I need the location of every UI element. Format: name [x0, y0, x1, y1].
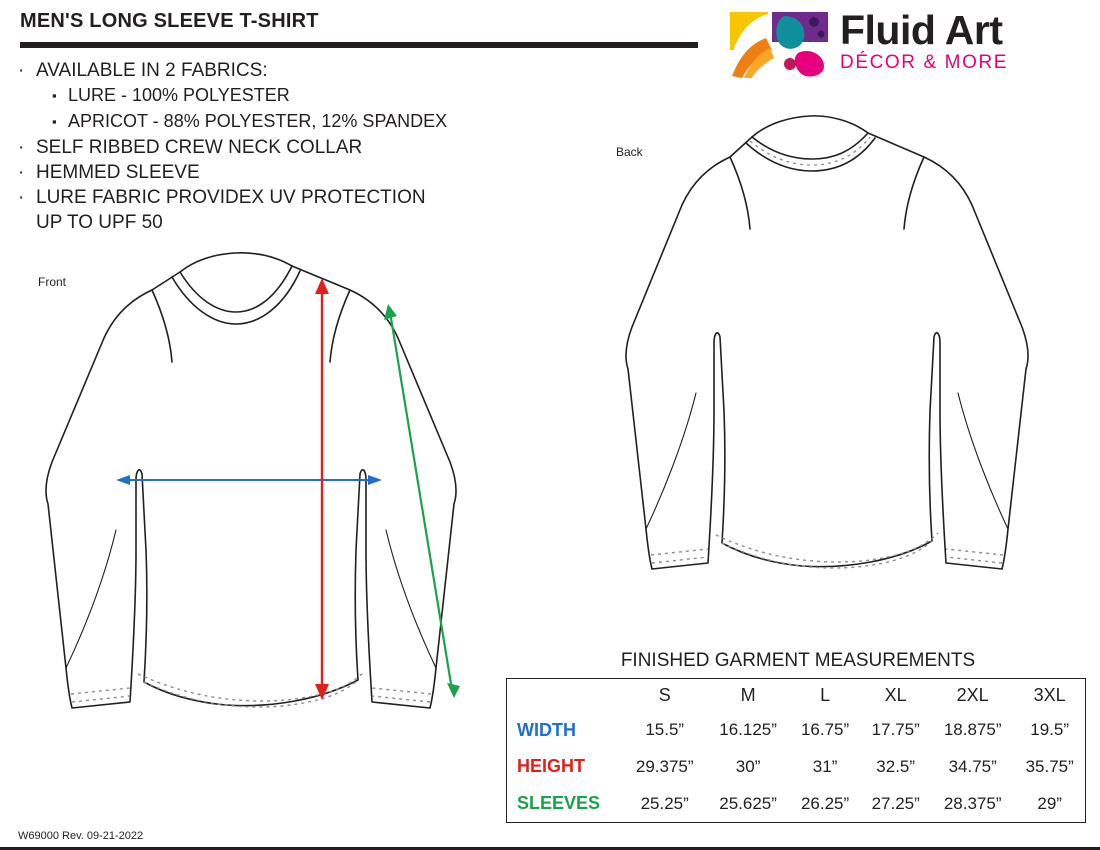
cell-width-l: 16.75”	[800, 720, 850, 740]
cell-sleeves-s: 25.25”	[640, 793, 689, 813]
list-item-label: LURE - 100% POLYESTER	[68, 85, 290, 105]
front-garment-illustration	[20, 250, 500, 750]
list-item-label: SELF RIBBED CREW NECK COLLAR	[36, 137, 363, 158]
list-item	[18, 83, 638, 109]
cell-width-m: 16.125”	[719, 720, 777, 740]
bullet-dot-icon: ·	[18, 60, 25, 81]
list-item	[18, 160, 638, 185]
logo-tagline: DÉCOR & MORE	[840, 52, 1009, 73]
logo-wordmark	[840, 8, 1068, 74]
row-header-sleeves: SLEEVES	[517, 793, 601, 814]
cell-height-3xl: 35.75”	[1025, 756, 1074, 776]
bullet-dot-icon: ·	[18, 137, 25, 158]
list-item-label: AVAILABLE IN 2 FABRICS:	[36, 60, 268, 81]
list-item-label: LURE FABRIC PROVIDEX UV PROTECTION	[36, 187, 426, 208]
list-item-label: HEMMED SLEEVE	[36, 162, 200, 183]
footer-revision: W69000 Rev. 09-21-2022	[18, 830, 144, 842]
table-row	[507, 749, 1085, 786]
column-header-l: L	[820, 685, 831, 705]
cell-height-2xl: 34.75”	[948, 756, 997, 776]
cell-width-2xl: 18.875”	[943, 720, 1002, 740]
measurements-table	[506, 678, 1086, 823]
cell-width-3xl: 19.5”	[1030, 720, 1070, 740]
cell-height-m: 30”	[735, 756, 761, 776]
cell-sleeves-2xl: 28.375”	[943, 793, 1002, 813]
row-header-height: HEIGHT	[517, 756, 586, 777]
list-item-label: APRICOT - 88% POLYESTER, 12% SPANDEX	[68, 111, 448, 131]
page-title: MEN'S LONG SLEEVE T-SHIRT	[20, 10, 319, 32]
cell-sleeves-xl: 27.25”	[871, 793, 920, 813]
cell-height-s: 29.375”	[635, 756, 694, 776]
cell-sleeves-3xl: 29”	[1037, 793, 1062, 813]
column-header-s: S	[658, 685, 671, 705]
list-item	[18, 135, 638, 160]
column-header-xl: XL	[884, 685, 907, 705]
title-divider	[20, 42, 698, 48]
column-header-2xl: 2XL	[956, 685, 989, 705]
cell-width-xl: 17.75”	[871, 720, 920, 740]
bullet-dot-icon: ·	[18, 162, 25, 183]
cell-sleeves-l: 26.25”	[800, 793, 850, 813]
front-view-label: Front	[38, 275, 67, 289]
logo-mark-icon	[728, 8, 832, 80]
list-item	[18, 109, 638, 135]
cell-height-l: 31”	[812, 756, 838, 776]
bullet-dot-icon: ·	[18, 187, 25, 208]
cell-height-xl: 32.5”	[876, 756, 916, 776]
list-item	[18, 185, 638, 210]
cell-sleeves-m: 25.625”	[719, 793, 777, 813]
list-item-continuation: UP TO UPF 50	[36, 212, 163, 233]
table-corner-cell	[507, 679, 623, 712]
row-header-width: WIDTH	[517, 719, 576, 740]
measurements-heading: FINISHED GARMENT MEASUREMENTS	[620, 650, 976, 671]
column-header-m: M	[740, 685, 756, 705]
logo-name: Fluid Art	[840, 7, 1003, 53]
table-header-row	[507, 679, 1085, 712]
bullet-square-icon: ▪	[52, 88, 57, 103]
back-garment-illustration	[600, 105, 1070, 605]
table-row	[507, 785, 1085, 822]
cell-width-s: 15.5”	[645, 720, 685, 740]
bullet-square-icon: ▪	[52, 114, 57, 129]
table-row	[507, 712, 1085, 749]
brand-logo	[728, 8, 1068, 84]
column-header-3xl: 3XL	[1033, 685, 1066, 705]
list-item	[18, 58, 638, 83]
feature-list	[18, 58, 638, 235]
back-view-label: Back	[616, 145, 643, 159]
